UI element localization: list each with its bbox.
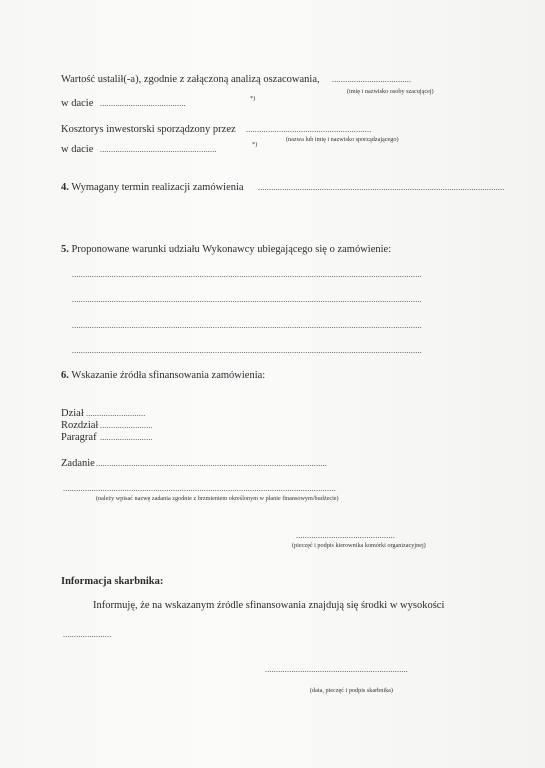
estimate-author-field[interactable]: .........................................................	[246, 125, 372, 134]
section6-number: 6.	[61, 370, 69, 381]
estimate-date-field[interactable]: .....................................................	[100, 145, 217, 154]
valuation-date-label: w dacie	[61, 98, 94, 109]
treasurer-signature-field[interactable]: .................................................................	[265, 665, 408, 674]
section4-heading	[61, 182, 244, 194]
section5-text: Proponowane warunki udziału Wykonawcy ubiegającego się o zamówienie:	[71, 244, 392, 255]
section6-heading	[61, 370, 265, 382]
section5-line-4[interactable]: ...............................................................................................................................................................	[72, 346, 422, 355]
dzial-field[interactable]: ...........................	[86, 409, 146, 418]
zadanie-label: Zadanie	[61, 458, 95, 469]
manager-signature-caption: (pieczęć i podpis kierownika komórki organizacyjnej)	[292, 542, 426, 549]
treasurer-signature-caption: (data, pieczęć i podpis skarbnika)	[310, 687, 393, 694]
section4-field[interactable]: ................................................................................................................	[258, 183, 505, 192]
valuation-person-field[interactable]: ....................................	[332, 75, 412, 84]
section5-line-3[interactable]: ...............................................................................................................................................................	[72, 321, 422, 330]
manager-signature-field[interactable]: .............................................	[296, 531, 395, 540]
treasurer-amount-field[interactable]: ......................	[63, 630, 112, 639]
section5-heading	[61, 244, 391, 256]
zadanie-extra-field[interactable]: ............................................................................................................................	[63, 484, 336, 493]
estimate-text: Kosztorys inwestorski sporządzony przez	[61, 124, 236, 135]
estimate-footnote-mark: *)	[252, 141, 258, 148]
estimate-date-label: w dacie	[61, 144, 94, 155]
valuation-date-field[interactable]: .......................................	[100, 99, 186, 108]
section6-text: Wskazanie źródła sfinansowania zamówienia:	[71, 370, 266, 381]
section5-line-2[interactable]: ...............................................................................................................................................................	[72, 295, 422, 304]
section5-line-1[interactable]: ...............................................................................................................................................................	[72, 270, 422, 279]
rozdzial-field[interactable]: ........................	[100, 421, 153, 430]
treasurer-heading: Informacja skarbnika:	[61, 576, 164, 587]
valuation-footnote-mark: *)	[250, 95, 256, 102]
section5-number: 5.	[61, 244, 69, 255]
valuation-text: Wartość ustalił(-a), zgodnie z załączoną analizą oszacowania,	[61, 74, 320, 85]
estimate-author-caption: (nazwa lub imię i nazwisko sporządzającego)	[286, 136, 399, 143]
zadanie-field[interactable]: .........................................................................................................	[96, 459, 327, 468]
section4-text: Wymagany termin realizacji zamówienia	[71, 182, 244, 193]
rozdzial-label: Rozdział	[61, 420, 99, 431]
paragraf-label: Paragraf	[61, 432, 97, 443]
section4-number: 4.	[61, 182, 69, 193]
valuation-person-caption: (imię i nazwisko osoby szacującej)	[347, 88, 434, 95]
paragraf-field[interactable]: ........................	[100, 433, 153, 442]
dzial-label: Dział	[61, 408, 84, 419]
zadanie-caption: (należy wpisać nazwę zadania zgodnie z brzmieniem określonym w planie finansowym/budżecie)	[96, 495, 339, 502]
treasurer-text: Informuję, że na wskazanym źródle sfinansowania znajdują się środki w wysokości	[93, 600, 445, 611]
